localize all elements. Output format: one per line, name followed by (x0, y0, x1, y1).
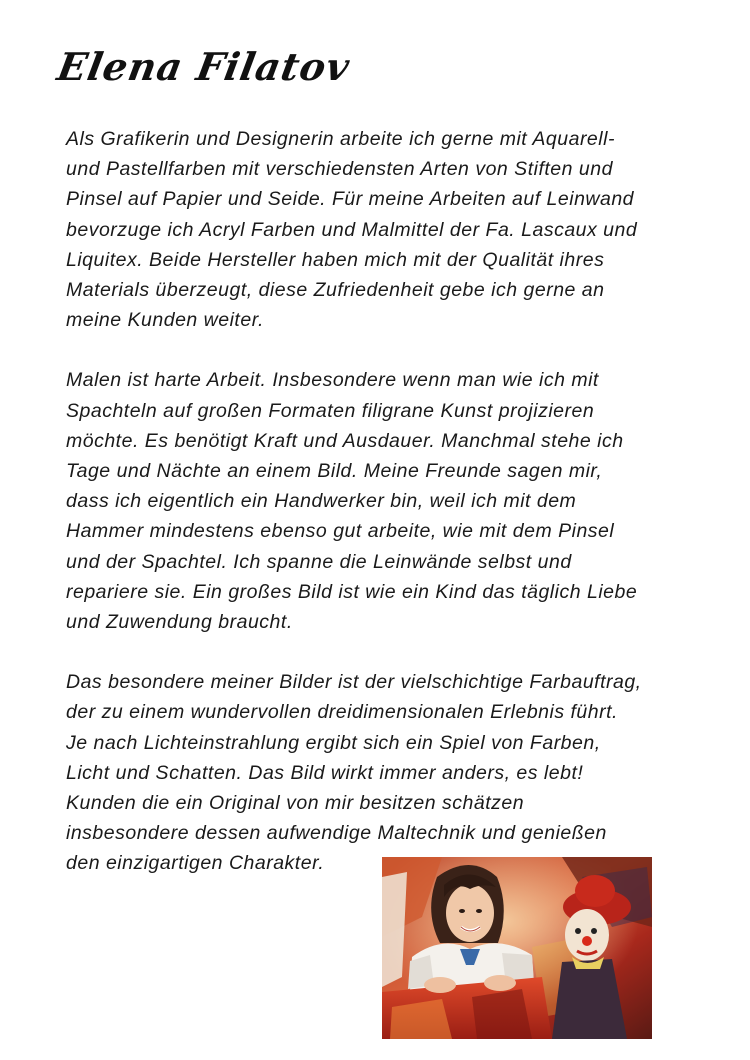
paragraph-hard-work (66, 365, 706, 637)
text-line: Als Grafikerin und Designerin arbeite ich gerne mit Aquarell- (66, 128, 615, 150)
text-line: Je nach Lichteinstrahlung ergibt sich ein Spiel von Farben, (66, 731, 601, 754)
text-line: Pinsel auf Papier und Seide. Für meine Arbeiten auf Leinwand (66, 188, 635, 211)
text-line: und Pastellfarben mit verschiedensten Arten von Stiften und (66, 158, 613, 181)
body-text (66, 124, 706, 909)
text-line: der zu einem wundervollen dreidimensionalen Erlebnis führt. (66, 701, 618, 724)
text-line: Spachteln auf großen Formaten filigrane Kunst projizieren (66, 399, 595, 422)
text-line: Kunden die ein Original von mir besitzen schätzen (66, 792, 525, 815)
text-line: bevorzuge ich Acryl Farben und Malmittel der Fa. Lascaux und (66, 218, 638, 241)
text-line: Malen ist harte Arbeit. Insbesondere wenn man wie ich mit (66, 369, 599, 392)
text-line: den einzigartigen Charakter. (66, 852, 325, 875)
text-line: dass ich eigentlich ein Handwerker bin, weil ich mit dem (66, 490, 577, 513)
paragraph-technique (66, 667, 706, 878)
artist-with-painting-image (382, 857, 652, 1039)
text-line: repariere sie. Ein großes Bild ist wie ein Kind das täglich Liebe (66, 580, 638, 603)
text-line: Materials überzeugt, diese Zufriedenheit gebe ich gerne an (66, 279, 605, 302)
text-line: meine Kunden weiter. (66, 309, 264, 332)
text-line: und Zuwendung braucht. (66, 611, 293, 634)
text-line: insbesondere dessen aufwendige Maltechnik und genießen (66, 822, 607, 845)
text-line: Liquitex. Beide Hersteller haben mich mit der Qualität ihres (66, 248, 605, 271)
text-line: und der Spachtel. Ich spanne die Leinwände selbst und (66, 550, 572, 573)
text-line: Tage und Nächte an einem Bild. Meine Freunde sagen mir, (66, 460, 603, 483)
text-line: Licht und Schatten. Das Bild wirkt immer anders, es lebt! (66, 761, 584, 784)
text-line: möchte. Es benötigt Kraft und Ausdauer. Manchmal stehe ich (66, 429, 624, 452)
text-line: Das besondere meiner Bilder ist der vielschichtige Farbauftrag, (66, 671, 642, 694)
page-title: Elena Filatov (54, 44, 354, 89)
artist-photo (382, 857, 652, 1039)
text-line: Hammer mindestens ebenso gut arbeite, wie mit dem Pinsel (66, 520, 615, 543)
paragraph-materials (66, 124, 706, 335)
